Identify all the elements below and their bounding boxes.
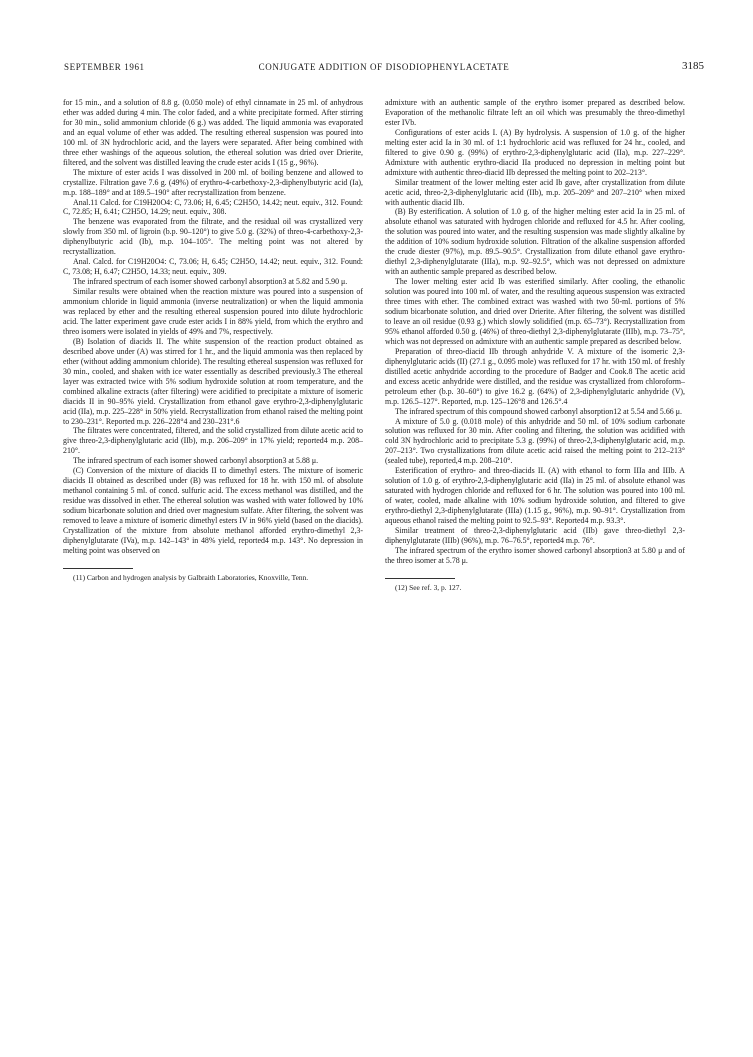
paragraph: The mixture of ester acids I was dissolved in 200 ml. of boiling benzene and allowed to crystallize. Filtration gave 7.6 g. (49%) of erythro-4-carbethoxy-2,3-diphenylbutyric acid (Ia), m.p. 188–189° and at 189.5–190° after recrystallization from benzene.: [63, 167, 363, 197]
paragraph: The lower melting ester acid Ib was esterified similarly. After cooling, the ethanolic solution was poured into 100 ml. of water, and the resulting aqueous suspension was extracted three times with ether. The combined extract was washed with two 50-ml. portions of 5% sodium bicarbonate solution, and dried over Drierite. After filtering, the solvent was distilled to leave an oil residue (0.93 g.) which slowly solidified (m.p. 65–73°). Recrystallization from 95% ethanol afforded 0.50 g. (46%) of threo-diethyl 2,3-diphenylglutarate (IIIb), m.p. 73–75°, which was not depressed on admixture with an authentic sample prepared as described below.: [385, 277, 685, 346]
footnote-rule: [385, 578, 455, 579]
paragraph: The infrared spectrum of each isomer showed carbonyl absorption3 at 5.88 μ.: [73, 456, 319, 466]
paragraph: (C) Conversion of the mixture of diacids II to dimethyl esters. The mixture of isomeric diacids II obtained as described under (B) was refluxed for 18 hr. with 150 ml. of absolute methanol containing 5 ml. of concd. sulfuric acid. The excess methanol was distilled, and the residue was dissolved in ether. The ethereal solution was washed with water followed by 10% sodium bicarbonate solution and dried over magnesium sulfate. After filtering, the solvent was removed to leave a mixture of isomeric dimethyl esters IV in 96% yield (based on the diacids). Crystallization of the mixture from absolute methanol afforded erythro-dimethyl 2,3-diphenylglutarate (IVa), m.p. 142–143° in 48% yield, reported4 m.p. 143°. No depression in melting point was observed on: [63, 466, 363, 555]
running-header: [64, 62, 704, 76]
paragraph: Configurations of ester acids I. (A) By hydrolysis. A suspension of 1.0 g. of the higher melting ester acid Ia in 30 ml. of 1:1 hydrochloric acid was refluxed for 24 hr., cooled, and filtered to give 0.90 g. (99%) of erythro-2,3-diphenylglutaric acid (IIa), m.p. 227–229°. Admixture with authentic erythro-diacid IIa produced no depression in melting point but admixture with authentic threo-diacid IIb depressed the melting point to 202–213°.: [385, 127, 685, 177]
paragraph: admixture with an authentic sample of the erythro isomer prepared as described below. Evaporation of the methanolic filtrate left an oil which was presumably the threo-dimethyl ester IVb.: [385, 98, 685, 127]
paragraph: (B) Isolation of diacids II. The white suspension of the reaction product obtained as described above under (A) was stirred for 1 hr., and the liquid ammonia was then replaced by ether (without adding ammonium chloride). The resulting ethereal suspension was refluxed for 30 min., cooled, and shaken with ice water essentially as described previously.3 The ethereal layer was extracted twice with 5% sodium hydroxide solution at room temperature, and the combined alkaline extracts (after filtering) were acidified to precipitate a mixture of isomeric diacids II in 90–95% yield. Crystallization from ethanol gave erythro-2,3-diphenylglutaric acid (IIa), m.p. 225–228° in 50% yield. Recrystallization from ethanol raised the melting point to 230–231°. Reported m.p. 226–228°4 and 230–231°.6: [63, 336, 363, 426]
paragraph: A mixture of 5.0 g. (0.018 mole) of this anhydride and 50 ml. of 10% sodium carbonate solution was refluxed for 30 min. After cooling and filtering, the solution was acidified with cold 3N hydrochloric acid to precipitate 5.3 g. (99%) of threo-2,3-diphenylglutaric acid, m.p. 207–213°. Two crystallizations from dilute acetic acid raised the melting point to 212–213° (sealed tube), reported,4 m.p. 208–210°.: [385, 416, 685, 466]
footnote-gap: [385, 566, 685, 574]
left-column-body: [63, 98, 363, 556]
header-title: CONJUGATE ADDITION OF DISODIOPHENYLACETATE: [258, 62, 510, 72]
footnote-gap: [63, 556, 363, 564]
footnote-11: (11) Carbon and hydrogen analysis by Galbraith Laboratories, Knoxville, Tenn.: [73, 572, 309, 582]
footnote-rule: [63, 568, 133, 569]
left-column: [63, 98, 363, 582]
paragraph: Preparation of threo-diacid IIb through anhydride V. A mixture of the isomeric 2,3-diphenylglutaric acids (II) (27.1 g., 0.095 mole) was refluxed for 17 hr. with 150 ml. of freshly distilled acetic anhydride according to the procedure of Badger and Cook.8 The acetic acid and excess acetic anhydride were distilled, and the residue was crystallized from chloroform–petroleum ether (b.p. 30–60°) to give 16.2 g. (64%) of 2,3-diphenylglutaric anhydride (V), m.p. 126.5–127°. Reported, m.p. 125–126°8 and 126.5°.4: [385, 346, 685, 406]
header-date: SEPTEMBER 1961: [64, 62, 145, 72]
paragraph: Esterification of erythro- and threo-diacids II. (A) with ethanol to form IIIa and IIIb. A solution of 1.0 g. of erythro-2,3-diphenylglutaric acid (IIa) in 25 ml. of absolute ethanol was saturated with hydrogen chloride and refluxed for 6 hr. The solution was poured into 100 ml. of water, cooled, made alkaline with 10% sodium hydroxide solution, and filtered to give erythro-diethyl 2,3-diphenylglutarate (IIIa) (1.15 g., 96%), m.p. 90–91°. Crystallization from aqueous ethanol raised the melting point to 92.5–93°. Reported4 m.p. 93.3°.: [385, 466, 685, 526]
right-column-body: [385, 98, 685, 566]
paragraph: Anal.11 Calcd. for C19H20O4: C, 73.06; H, 6.45; C2H5O, 14.42; neut. equiv., 312. Found: C, 72.85; H, 6.41; C2H5O, 14.29; neut. equiv., 308.: [63, 197, 363, 217]
footnote-12: (12) See ref. 3, p. 127.: [395, 582, 462, 592]
paragraph: The infrared spectrum of the erythro isomer showed carbonyl absorption3 at 5.80 μ and of the threo isomer at 5.78 μ.: [385, 545, 685, 565]
paragraph: The benzene was evaporated from the filtrate, and the residual oil was crystallized very slowly from 350 ml. of ligroin (b.p. 90–120°) to give 5.0 g. (32%) of threo-4-carbethoxy-2,3-diphenylbutyric acid (Ib), m.p. 104–105°. The melting point was not altered by recrystallization.: [63, 217, 363, 257]
paragraph: Anal. Calcd. for C19H20O4: C, 73.06; H, 6.45; C2H5O, 14.42; neut. equiv., 312. Found: C, 73.08; H, 6.47; C2H5O, 14.33; neut. equiv., 309.: [63, 257, 363, 277]
paragraph: The infrared spectrum of this compound showed carbonyl absorption12 at 5.54 and 5.66 μ.: [395, 406, 682, 416]
paragraph: Similar treatment of threo-2,3-diphenylglutaric acid (IIb) gave threo-diethyl 2,3-diphenylglutarate (IIIb) (96%), m.p. 76–76.5°, reported4 m.p. 76°.: [385, 525, 685, 545]
paragraph: Similar treatment of the lower melting ester acid Ib gave, after crystallization from dilute acetic acid, threo-2,3-diphenylglutaric acid (IIb), m.p. 205–209° and 207–210° when mixed with authentic diacid IIb.: [385, 177, 685, 207]
paragraph: The infrared spectrum of each isomer showed carbonyl absorption3 at 5.82 and 5.90 μ.: [73, 277, 348, 287]
right-column: [385, 98, 685, 592]
paragraph: Similar results were obtained when the reaction mixture was poured into a suspension of ammonium chloride in liquid ammonia (inverse neutralization) or when the liquid ammonia was replaced by ether and the resulting ethereal suspension poured into dilute hydrochloric acid. The latter experiment gave crude ester acids I in 88% yield, from which the erythro and threo isomers were isolated in yields of 49% and 7%, respectively.: [63, 287, 363, 336]
paragraph: for 15 min., and a solution of 8.8 g. (0.050 mole) of ethyl cinnamate in 25 ml. of anhydrous ether was added during 4 min. The color faded, and a white precipitate formed. After stirring for 30 min., solid ammonium chloride (6 g.) was added. The liquid ammonia was evaporated and an equal volume of ether was added. The resulting ethereal suspension was poured into 100 ml. of 3N hydrochloric acid, and the layers were separated. After being combined with three ether washings of the aqueous solution, the ethereal solution was dried over Drierite, filtered, and the solvent was distilled leaving the crude ester acids I (15 g., 96%).: [63, 98, 363, 167]
page-number: 3185: [682, 60, 704, 72]
paragraph: The filtrates were concentrated, filtered, and the solid crystallized from dilute acetic acid to give threo-2,3-diphenylglutaric acid (IIb), m.p. 206–209° in 17% yield; reported4 m.p. 208–210°.: [63, 426, 363, 456]
paragraph: (B) By esterification. A solution of 1.0 g. of the higher melting ester acid Ia in 25 ml. of absolute ethanol was saturated with hydrogen chloride and refluxed for 4.5 hr. After cooling, the solution was poured into water, and the resulting suspension was made slightly alkaline by the addition of 10% sodium hydroxide solution. Filtration of the alkaline suspension afforded the crude diester (97%), m.p. 89.5–90.5°. Crystallization from dilute ethanol gave erythro-diethyl 2,3-diphenylglutarate (IIIa), m.p. 92–92.5°, which was not depressed on admixture with an authentic sample prepared as described below.: [385, 207, 685, 277]
